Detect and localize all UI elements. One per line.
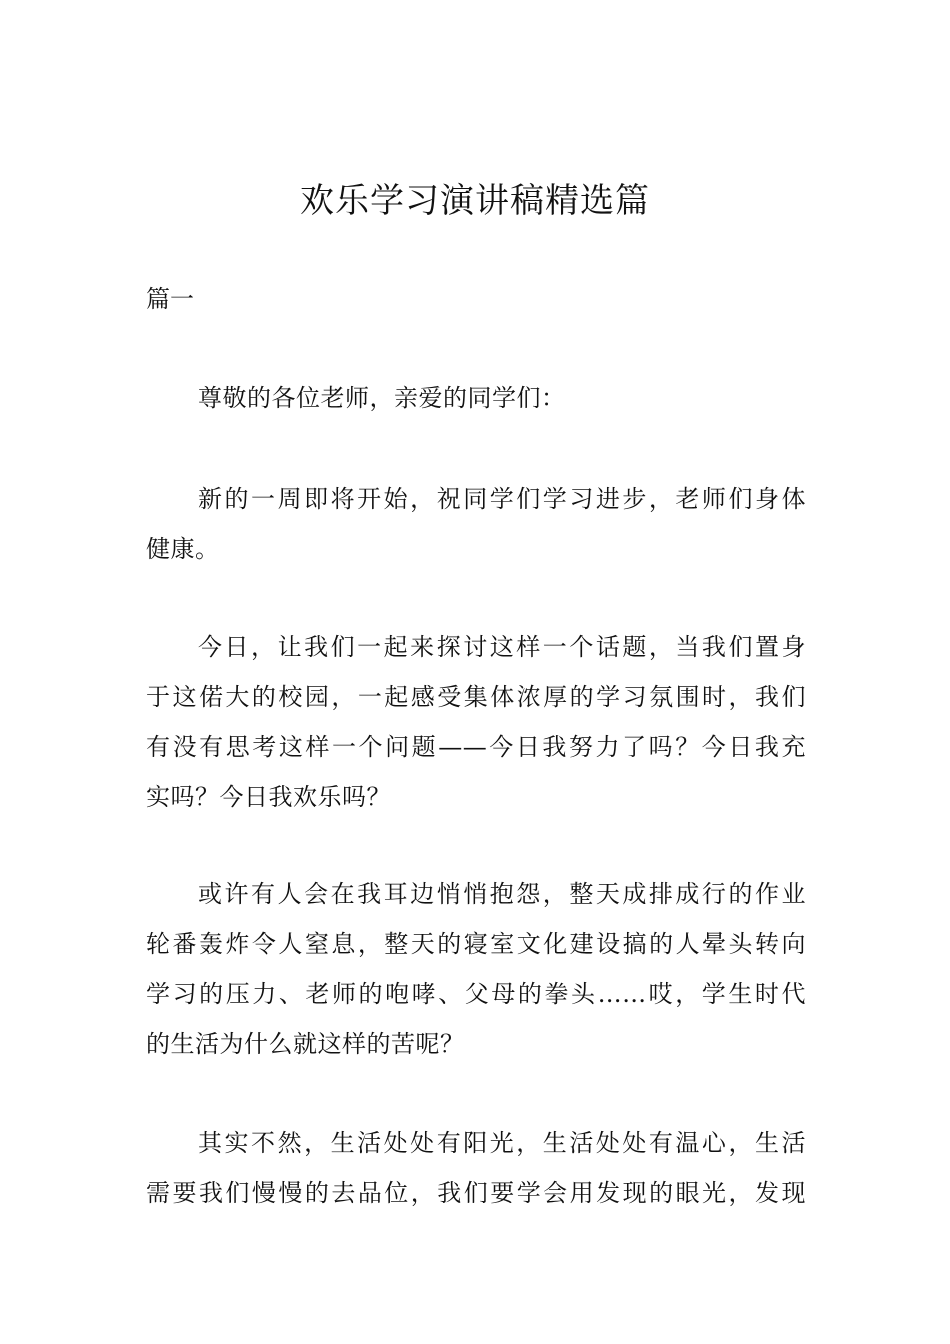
- paragraph-topic: [146, 622, 806, 822]
- paragraph-line: 尊敬的各位老师，亲爱的同学们：: [198, 384, 566, 412]
- paragraph-line: 新的一周即将开始，祝同学们学习进步，老师们身体: [198, 485, 806, 513]
- paragraph-line: 健康。: [146, 535, 220, 563]
- paragraph-complaints: [146, 869, 806, 1069]
- paragraph-line: 的生活为什么就这样的苦呢？: [146, 1030, 465, 1058]
- paragraph-line: 实吗？今日我欢乐吗？: [146, 783, 391, 811]
- document-title: 欢乐学习演讲稿精选篇: [300, 181, 650, 221]
- section-label: 篇一: [146, 285, 194, 313]
- paragraph-line: 或许有人会在我耳边悄悄抱怨，整天成排成行的作业: [198, 880, 806, 908]
- paragraph-line: 学习的压力、老师的咆哮、父母的拳头……哎，学生时代: [146, 980, 806, 1008]
- paragraph-line: 需要我们慢慢的去品位，我们要学会用发现的眼光，发现: [146, 1179, 806, 1207]
- paragraph-greeting: [146, 373, 806, 423]
- paragraph-line: 其实不然，生活处处有阳光，生活处处有温心，生活: [198, 1129, 806, 1157]
- paragraph-line: 今日，让我们一起来探讨这样一个话题，当我们置身: [198, 633, 806, 661]
- paragraph-line: 于这偌大的校园，一起感受集体浓厚的学习氛围时，我们: [146, 683, 806, 711]
- paragraph-line: 有没有思考这样一个问题——今日我努力了吗？今日我充: [146, 733, 806, 761]
- paragraph-sunshine: [146, 1118, 806, 1218]
- paragraph-opening: [146, 474, 806, 574]
- paragraph-line: 轮番轰炸令人窒息，整天的寝室文化建设搞的人晕头转向: [146, 930, 806, 958]
